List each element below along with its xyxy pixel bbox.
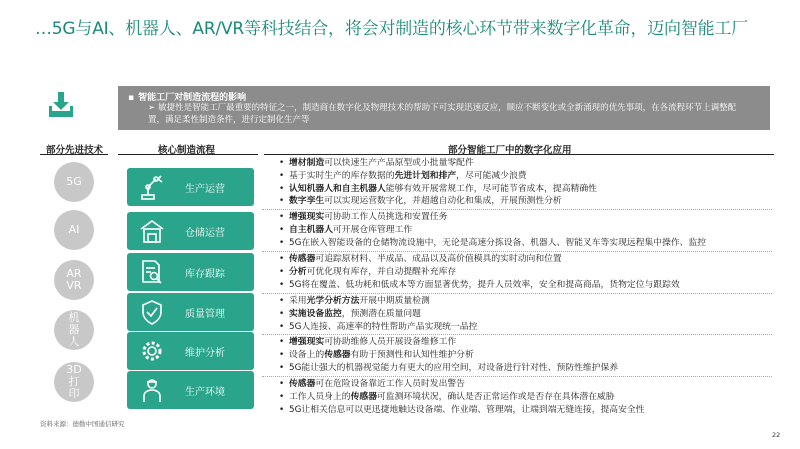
process-label: 质量管理 [185,309,225,320]
app-bullet-pre: 采用 [289,296,307,306]
header-process: 核心制造流程 [158,145,216,156]
app-bullet [278,253,778,266]
app-bullet-bold: 传感器 [324,349,351,360]
divider [262,209,772,210]
app-bullet-rest: 5G人连接、高速率的特性帮助产品实现统一品控 [289,321,478,332]
app-bullet-bold: 增材制造 [289,158,325,168]
header-tech: 部分先进技术 [46,145,104,156]
app-bullet-bold: 传感器 [289,254,316,264]
app-bullet-rest: ，预测潜在质量问题 [341,308,421,319]
header-process-rule [118,154,258,155]
app-bullet-bold: 分析 [289,266,307,277]
app-bullet-rest: 可以实现运营数字化，并超越自动化和集成，开展预测性分析 [324,196,562,207]
tech-ai: AI [54,210,94,250]
process-label: 生产环境 [185,387,225,398]
tech-5g: 5G [54,162,94,202]
app-bullet-rest: 能够有效开展常规工作，尽可能节省成本，提高精确性 [385,183,597,194]
shield-check-icon [139,298,165,326]
source-note: 资料来源：德勤中国通信研究 [40,420,125,428]
page-number: 22 [772,431,781,439]
divider [262,293,772,294]
app-bullet-pre: 设备上的 [289,349,325,360]
banner-body: ➢ 敏捷性是智能工厂最重要的特征之一，制造商在数字化及物理技术的帮助下可实现迅速反应，顺应不断变化或全新涌现的优先事项，在各流程环节上调整配置，满足柔性制造条件，进行定制化生产等 [148,102,748,126]
tech-3d-print [54,362,94,402]
process-label: 库存跟踪 [185,269,225,280]
process-environment [127,371,254,409]
apps-quality [278,295,778,333]
divider [262,334,772,335]
divider [262,376,772,377]
page-title: …5G与AI、机器人、AR/VR等科技结合，将会对制造的核心环节带来数字化革命，迈向智能工厂 [35,19,749,39]
app-bullet [278,362,778,375]
process-inventory [127,253,254,291]
app-bullet-bold: 数字孪生 [289,196,325,207]
app-bullet [278,336,778,349]
apps-production [278,157,778,208]
app-bullet [278,266,778,279]
app-bullet-pre: 基于实时生产的库存数据的 [289,170,395,181]
app-bullet-rest: 5G在嵌入智能设备的仓储物流设施中，无论是高速分拣设备、机器人、智能叉车等实现远程集中操作、监控 [289,237,707,248]
header-apps-rule [264,154,774,155]
app-bullet-pre: 工作人员身上的 [289,391,351,402]
impact-banner [118,86,770,130]
app-bullet [278,391,778,404]
app-bullet-bold: 传感器 [289,379,316,389]
apps-environment [278,378,778,416]
app-bullet-rest: 可优化现有库存，并自动提醒补充库存 [306,266,457,277]
app-bullet-bold: 认知机器人和自主机器人 [289,183,386,194]
process-warehouse [127,212,254,250]
app-bullet [278,183,778,196]
apps-warehouse [278,211,778,249]
tech-robot [54,310,94,350]
app-bullet-rest: 5G让相关信息可以更迅捷地触达设备端、作业端、管理端，让端到端无缝连接，提高安全性 [289,404,645,415]
app-bullet-bold: 实施设备监控 [289,308,342,319]
app-bullet-rest: 可开展仓库管理工作 [333,224,413,235]
app-bullet [278,211,778,224]
app-bullet [278,349,778,362]
app-bullet-rest: 可以快速生产产品原型或小批量零配件 [324,158,474,168]
download-icon [46,90,76,120]
app-bullet-rest: 可协助维修人员开展设备维修工作 [324,337,457,347]
apps-maintenance [278,336,778,374]
app-bullet [278,224,778,237]
app-bullet [278,378,778,391]
app-bullet [278,195,778,208]
header-tech-rule [40,154,108,155]
tech-arvr-label: AR VR [66,267,82,292]
app-bullet-bold: 增强现实 [289,212,325,222]
header-apps: 部分智能工厂中的数字化应用 [448,145,572,156]
app-bullet-rest: 有助于预测性和认知性维护分析 [350,349,474,360]
app-bullet-rest: 5G将在覆盖、低功耗和低成本等方面显著优势，提升人员效率，安全和提高商品，货物定位与跟踪效 [289,279,680,290]
worker-icon [139,376,165,404]
gear-icon [139,337,165,365]
app-bullet-bold: 传感器 [350,391,377,402]
app-bullet [278,404,778,417]
tech-robot-label: 机 器 人 [68,311,80,348]
app-bullet-rest: 开展中期质量检测 [359,296,430,306]
app-bullet [278,170,778,183]
app-bullet-rest: 可追踪原材料、半成品、成品以及高价值模具的实时动向和位置 [315,254,562,264]
warehouse-icon [139,217,165,245]
app-bullet [278,237,778,250]
process-production [127,168,254,206]
app-bullet-rest: 可在危险设备靠近工作人员时发出警告 [315,379,465,389]
app-bullet [278,279,778,292]
tech-3d-label: 3D 打 印 [66,363,82,400]
app-bullet-bold: 增强现实 [289,337,325,347]
app-bullet [278,295,778,308]
app-bullet [278,157,778,170]
app-bullet-rest: 可监测环境状况，确认是否正常运作或是否存在具体潜在威胁 [377,391,615,402]
process-label: 维护分析 [185,348,225,359]
app-bullet-bold: 自主机器人 [289,224,333,235]
app-bullet-bold: 先进计划和排产 [394,170,457,181]
app-bullet [278,321,778,334]
banner-heading: ▪ 智能工厂对制造流程的影响 [128,90,246,103]
app-bullet-bold: 光学分析方法 [306,296,360,306]
tech-arvr [54,260,94,300]
divider [262,251,772,252]
apps-inventory [278,253,778,291]
app-bullet [278,308,778,321]
app-bullet-rest: ，尽可能减少浪费 [456,170,527,181]
process-quality [127,293,254,331]
document-search-icon [139,258,165,286]
app-bullet-rest: 5G能让强大的机器视觉能力有更大的应用空间，对设备进行针对性、预防性维护保养 [289,362,619,373]
app-bullet-rest: 可协助工作人员挑选和安置任务 [324,212,448,222]
process-label: 仓储运营 [185,228,225,239]
process-maintenance [127,332,254,370]
robot-arm-icon [139,173,165,201]
process-label: 生产运营 [185,184,225,195]
